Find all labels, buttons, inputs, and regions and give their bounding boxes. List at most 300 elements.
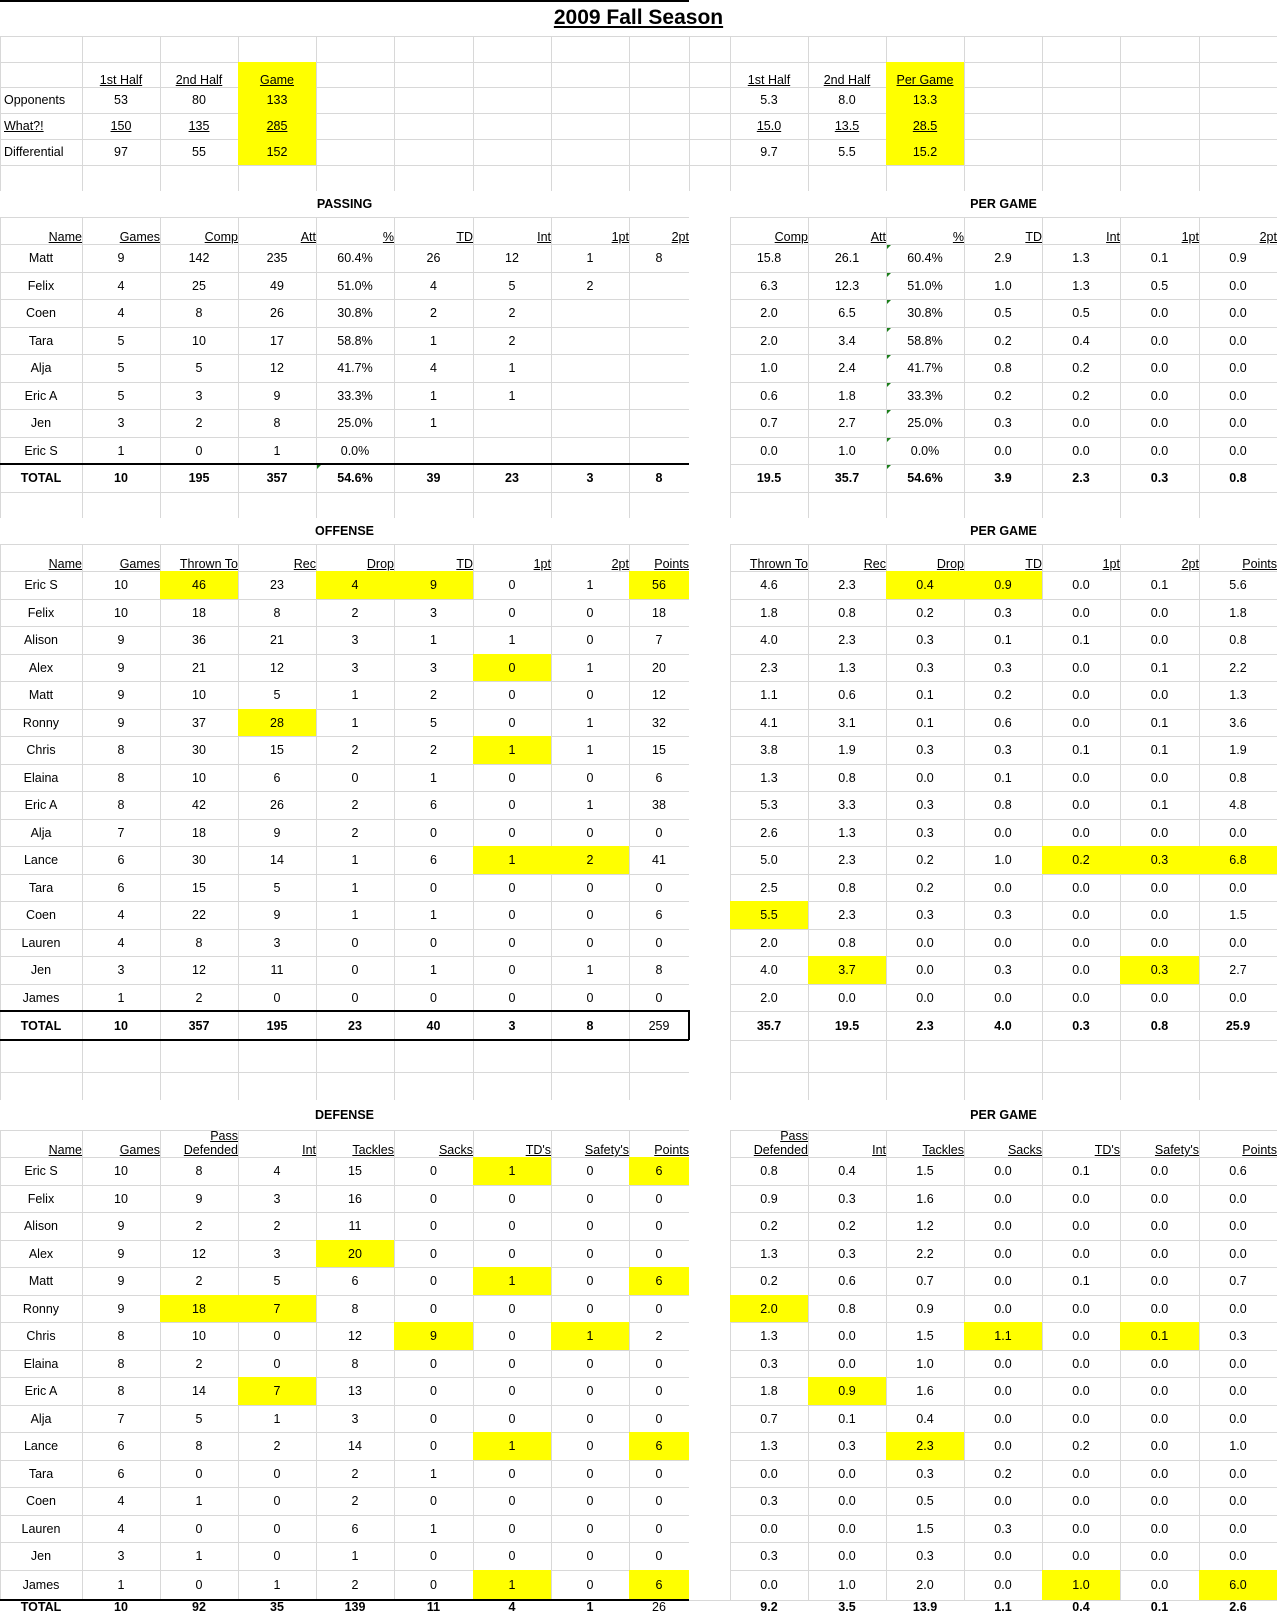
passing-pg-stat-cell: 0.0 bbox=[1150, 306, 1169, 320]
offense-pg-stat-cell: 0.1 bbox=[916, 715, 934, 730]
offense-stat-cell: 3 bbox=[117, 963, 125, 977]
defense-pg-stat-cell: 0.0 bbox=[1229, 1384, 1247, 1398]
defense-stat-cell: 0 bbox=[430, 1578, 437, 1592]
defense-pg-stat-cell: 0.2 bbox=[1072, 1439, 1090, 1453]
offense-pg-stat-cell: 2.5 bbox=[760, 880, 778, 895]
offense-pg-stat-cell: 0.0 bbox=[1072, 935, 1090, 950]
offense-pg-stat-cell: 0.3 bbox=[994, 660, 1012, 675]
defense-pg-stat-cell: 1.3 bbox=[760, 1329, 778, 1343]
offense-stat-cell: 6 bbox=[655, 908, 663, 922]
passing-pg-stat-cell: 0.5 bbox=[1150, 278, 1169, 293]
defense-stat-cell: 18 bbox=[192, 1301, 206, 1316]
defense-pg-stat-cell: 0.2 bbox=[760, 1274, 778, 1288]
offense-pg-column-header bbox=[886, 544, 964, 574]
defense-stat-cell: 0 bbox=[586, 1549, 594, 1563]
offense-header-text: Rec bbox=[293, 557, 316, 571]
passing-stat-cell bbox=[473, 437, 551, 464]
offense-pg-header-text: Thrown To bbox=[749, 557, 808, 571]
passing-pg-stat-cell: 30.8% bbox=[907, 306, 943, 320]
offense-stat-cell: 9 bbox=[117, 688, 125, 702]
offense-header-text: TD bbox=[456, 557, 473, 571]
offense-stat-cell: 7 bbox=[655, 633, 663, 647]
defense-stat-cell: 0 bbox=[655, 1191, 663, 1206]
summary-pg-value: 9.7 bbox=[760, 145, 778, 159]
defense-pg-stat-cell: 0.3 bbox=[1229, 1329, 1247, 1343]
defense-pg-stat-cell: 0.0 bbox=[1150, 1301, 1169, 1316]
defense-stat-cell: 3 bbox=[273, 1246, 281, 1261]
offense-stat-cell: 22 bbox=[192, 908, 206, 922]
defense-stat-cell: 0 bbox=[586, 1301, 594, 1316]
defense-player-name: Eric A bbox=[24, 1384, 58, 1398]
offense-stat-cell: 6 bbox=[430, 798, 437, 812]
offense-pg-header-text: Points bbox=[1242, 557, 1277, 571]
offense-pg-header-text: Rec bbox=[863, 557, 886, 571]
defense-pg-header-text: Int bbox=[872, 1143, 886, 1157]
passing-pg-stat-cell: 0.0 bbox=[1229, 278, 1247, 293]
offense-stat-cell: 1 bbox=[351, 880, 359, 895]
offense-pg-stat-cell: 0.6 bbox=[994, 715, 1012, 730]
offense-pg-stat-cell: 0.2 bbox=[916, 853, 934, 867]
defense-stat-cell: 0 bbox=[655, 1246, 663, 1261]
defense-pg-stat-cell: 0.0 bbox=[1229, 1219, 1247, 1233]
passing-stat-cell: 0.0% bbox=[340, 443, 370, 458]
defense-stat-cell: 3 bbox=[117, 1549, 125, 1563]
defense-stat-cell: 9 bbox=[117, 1246, 125, 1261]
offense-stat-cell: 9 bbox=[117, 715, 125, 730]
offense-pg-stat-cell: 0.0 bbox=[1229, 880, 1247, 895]
passing-stat-cell: 8 bbox=[273, 416, 281, 430]
offense-stat-cell: 9 bbox=[430, 578, 437, 592]
passing-total-cell: 10 bbox=[114, 471, 128, 485]
passing-pg-stat-cell: 0.0 bbox=[994, 443, 1012, 458]
passing-stat-cell: 2 bbox=[430, 306, 437, 320]
summary-value: 133 bbox=[266, 93, 288, 107]
offense-per-game-title: PER GAME bbox=[970, 524, 1037, 538]
offense-stat-cell: 15 bbox=[270, 743, 284, 757]
defense-pg-stat-cell: 0.0 bbox=[1229, 1356, 1247, 1371]
offense-stat-cell: 6 bbox=[655, 770, 663, 785]
passing-pg-total-cell: 19.5 bbox=[756, 471, 782, 485]
cell-indicator-icon bbox=[887, 383, 891, 387]
offense-stat-cell: 21 bbox=[192, 660, 206, 675]
offense-stat-cell: 9 bbox=[273, 908, 281, 922]
passing-player-name: Tara bbox=[28, 333, 54, 348]
offense-player-name: Alja bbox=[30, 825, 52, 840]
summary-pg-value: 13.5 bbox=[834, 119, 860, 133]
offense-header-text: Drop bbox=[366, 557, 394, 571]
offense-pg-stat-cell: 0.3 bbox=[916, 908, 934, 922]
defense-pg-stat-cell: 0.0 bbox=[994, 1384, 1012, 1398]
passing-stat-cell: 9 bbox=[117, 251, 125, 265]
defense-stat-cell: 0 bbox=[655, 1301, 663, 1316]
offense-pg-stat-cell: 0.0 bbox=[1072, 963, 1090, 977]
offense-pg-stat-cell: 1.3 bbox=[838, 660, 856, 675]
offense-pg-stat-cell: 4.6 bbox=[760, 578, 778, 592]
passing-pg-header-text: 1pt bbox=[1181, 230, 1199, 244]
passing-player-name: Felix bbox=[27, 278, 55, 293]
offense-pg-stat-cell: 0.3 bbox=[916, 825, 934, 840]
defense-pg-total-cell: 1.1 bbox=[994, 1600, 1012, 1614]
defense-pg-stat-cell: 0.7 bbox=[760, 1411, 778, 1426]
defense-pg-stat-cell: 0.3 bbox=[760, 1356, 778, 1371]
defense-stat-cell: 2 bbox=[273, 1439, 281, 1453]
defense-column-header bbox=[0, 1130, 82, 1160]
defense-pg-stat-cell: 0.0 bbox=[1072, 1411, 1090, 1426]
grid-row-line bbox=[0, 492, 1277, 493]
offense-pg-stat-cell: 0.8 bbox=[994, 798, 1012, 812]
offense-pg-stat-cell: 2.3 bbox=[838, 578, 856, 592]
defense-pg-stat-cell: 0.7 bbox=[916, 1274, 934, 1288]
offense-pg-header-text: Drop bbox=[936, 557, 964, 571]
offense-pg-stat-cell: 0.0 bbox=[994, 935, 1012, 950]
offense-total-box-right bbox=[688, 1010, 690, 1040]
offense-stat-cell: 15 bbox=[652, 743, 666, 757]
offense-stat-cell: 2 bbox=[351, 825, 359, 840]
defense-stat-cell: 8 bbox=[117, 1329, 125, 1343]
defense-stat-cell: 8 bbox=[117, 1356, 125, 1371]
passing-pg-stat-cell: 0.0 bbox=[1150, 388, 1169, 403]
offense-stat-cell: 0 bbox=[430, 935, 437, 950]
offense-column-header bbox=[551, 544, 629, 574]
offense-pg-stat-cell: 0.8 bbox=[1229, 633, 1247, 647]
offense-stat-cell: 0 bbox=[586, 880, 594, 895]
offense-pg-stat-cell: 5.5 bbox=[760, 908, 778, 922]
offense-pg-stat-cell: 0.3 bbox=[916, 660, 934, 675]
passing-stat-cell bbox=[629, 382, 689, 409]
passing-pg-stat-cell: 0.0 bbox=[760, 443, 778, 458]
offense-pg-stat-cell: 2.3 bbox=[838, 633, 856, 647]
defense-stat-cell: 0 bbox=[508, 1521, 516, 1536]
defense-pg-stat-cell: 0.0 bbox=[838, 1356, 856, 1371]
defense-stat-cell: 0 bbox=[508, 1384, 516, 1398]
defense-pg-stat-cell: 0.3 bbox=[838, 1191, 856, 1206]
defense-pg-stat-cell: 0.0 bbox=[1150, 1411, 1169, 1426]
defense-stat-cell: 2 bbox=[351, 1578, 359, 1592]
passing-pg-stat-cell: 0.0 bbox=[1150, 416, 1169, 430]
offense-pg-stat-cell: 1.8 bbox=[1229, 605, 1247, 620]
offense-header-text: Thrown To bbox=[179, 557, 238, 571]
defense-total-cell: 11 bbox=[426, 1600, 441, 1614]
offense-stat-cell: 1 bbox=[351, 688, 359, 702]
offense-pg-stat-cell: 0.0 bbox=[994, 825, 1012, 840]
offense-pg-stat-cell: 0.0 bbox=[1072, 715, 1090, 730]
defense-stat-cell: 0 bbox=[273, 1356, 281, 1371]
defense-pg-stat-cell: 1.8 bbox=[760, 1384, 778, 1398]
passing-total-label: TOTAL bbox=[20, 471, 62, 485]
offense-stat-cell: 12 bbox=[192, 963, 206, 977]
defense-stat-cell: 3 bbox=[351, 1411, 359, 1426]
offense-pg-stat-cell: 0.0 bbox=[994, 990, 1012, 1005]
defense-total-cell: 1 bbox=[586, 1600, 594, 1614]
offense-stat-cell: 8 bbox=[655, 963, 663, 977]
defense-pg-stat-cell: 0.0 bbox=[760, 1521, 778, 1536]
passing-pg-header-text: % bbox=[952, 230, 964, 244]
passing-stat-cell: 8 bbox=[195, 306, 203, 320]
passing-pg-stat-cell: 0.2 bbox=[1072, 361, 1090, 375]
passing-header-text: Int bbox=[537, 230, 551, 244]
offense-player-name: James bbox=[22, 990, 60, 1005]
passing-pg-stat-cell: 1.0 bbox=[760, 361, 778, 375]
offense-pg-column-header bbox=[808, 544, 886, 574]
passing-stat-cell: 60.4% bbox=[337, 251, 373, 265]
defense-pg-stat-cell: 0.4 bbox=[916, 1411, 934, 1426]
offense-stat-cell: 30 bbox=[192, 853, 206, 867]
defense-stat-cell: 6 bbox=[655, 1578, 663, 1592]
offense-section-title: OFFENSE bbox=[314, 524, 375, 538]
offense-stat-cell: 1 bbox=[586, 963, 594, 977]
offense-stat-cell: 3 bbox=[351, 633, 359, 647]
passing-header-text: Games bbox=[119, 230, 160, 244]
passing-total-cell: 39 bbox=[426, 471, 441, 485]
defense-pg-total-cell: 0.1 bbox=[1150, 1600, 1169, 1614]
defense-stat-cell: 0 bbox=[430, 1301, 437, 1316]
passing-header-text: % bbox=[382, 230, 394, 244]
passing-stat-cell: 5 bbox=[117, 388, 125, 403]
defense-player-name: Jen bbox=[30, 1549, 52, 1563]
passing-stat-cell: 1 bbox=[430, 333, 437, 348]
defense-pg-stat-cell: 1.5 bbox=[916, 1521, 934, 1536]
defense-pg-stat-cell: 0.0 bbox=[1150, 1356, 1169, 1371]
defense-pg-stat-cell: 1.0 bbox=[838, 1578, 856, 1592]
defense-pg-stat-cell: 0.0 bbox=[1229, 1246, 1247, 1261]
offense-pg-total-cell: 19.5 bbox=[834, 1018, 860, 1033]
defense-pg-total-cell: 9.2 bbox=[760, 1600, 778, 1614]
defense-stat-cell: 0 bbox=[655, 1384, 663, 1398]
defense-pg-stat-cell: 0.0 bbox=[1072, 1384, 1090, 1398]
defense-pg-stat-cell: 0.9 bbox=[838, 1384, 856, 1398]
offense-stat-cell: 11 bbox=[270, 963, 284, 977]
defense-stat-cell: 0 bbox=[508, 1219, 516, 1233]
offense-player-name: Alex bbox=[28, 660, 54, 675]
defense-pg-stat-cell: 0.0 bbox=[1150, 1521, 1169, 1536]
offense-header-text: 1pt bbox=[533, 557, 551, 571]
defense-header-text: Int bbox=[302, 1143, 316, 1157]
passing-stat-cell: 30.8% bbox=[337, 306, 373, 320]
defense-stat-cell: 8 bbox=[195, 1164, 203, 1178]
passing-stat-cell: 17 bbox=[270, 333, 284, 348]
offense-pg-total-cell: 0.3 bbox=[1072, 1018, 1090, 1033]
passing-pg-stat-cell: 0.0 bbox=[1150, 443, 1169, 458]
offense-pg-stat-cell: 0.1 bbox=[994, 633, 1012, 647]
offense-player-name: Ronny bbox=[22, 715, 60, 730]
offense-pg-stat-cell: 0.0 bbox=[1072, 688, 1090, 702]
passing-column-header bbox=[160, 217, 238, 247]
offense-stat-cell: 0 bbox=[508, 770, 516, 785]
offense-stat-cell: 0 bbox=[508, 660, 516, 675]
offense-stat-cell: 0 bbox=[586, 688, 594, 702]
passing-pg-stat-cell: 26.1 bbox=[834, 251, 860, 265]
summary-pg-value: 15.2 bbox=[912, 145, 938, 159]
passing-pg-stat-cell: 6.5 bbox=[838, 306, 856, 320]
offense-pg-stat-cell: 0.8 bbox=[838, 770, 856, 785]
offense-total-cell: 259 bbox=[648, 1018, 670, 1033]
offense-stat-cell: 38 bbox=[652, 798, 666, 812]
defense-total-cell: 10 bbox=[114, 1600, 128, 1614]
offense-stat-cell: 0 bbox=[430, 880, 437, 895]
defense-stat-cell: 0 bbox=[508, 1329, 516, 1343]
passing-pg-total-cell: 3.9 bbox=[994, 471, 1012, 485]
defense-pg-stat-cell: 0.3 bbox=[760, 1549, 778, 1563]
defense-pg-stat-cell: 0.3 bbox=[838, 1439, 856, 1453]
offense-pg-stat-cell: 2.7 bbox=[1229, 963, 1247, 977]
offense-pg-stat-cell: 0.2 bbox=[994, 688, 1012, 702]
summary-value: 135 bbox=[188, 119, 210, 133]
passing-stat-cell bbox=[629, 299, 689, 327]
offense-total-cell: 357 bbox=[188, 1018, 210, 1033]
summary-value: 53 bbox=[114, 93, 128, 107]
offense-stat-cell: 32 bbox=[652, 715, 666, 730]
summary-pg-value: 5.3 bbox=[760, 93, 778, 107]
summary-row-label: Differential bbox=[4, 145, 64, 159]
defense-stat-cell: 13 bbox=[348, 1384, 362, 1398]
defense-pg-total-cell: 0.4 bbox=[1072, 1600, 1090, 1614]
offense-pg-stat-cell: 0.0 bbox=[1072, 798, 1090, 812]
offense-pg-stat-cell: 0.8 bbox=[838, 605, 856, 620]
defense-stat-cell: 0 bbox=[655, 1219, 663, 1233]
defense-header-text: Name bbox=[48, 1143, 82, 1157]
passing-header-text: 2pt bbox=[671, 230, 689, 244]
page-title: 2009 Fall Season bbox=[553, 6, 724, 29]
passing-stat-cell bbox=[551, 354, 629, 382]
defense-pg-stat-cell: 0.0 bbox=[838, 1329, 856, 1343]
defense-stat-cell: 1 bbox=[273, 1578, 281, 1592]
defense-stat-cell: 4 bbox=[273, 1164, 281, 1178]
summary-pg-value: 8.0 bbox=[838, 93, 856, 107]
passing-pg-total-cell: 54.6% bbox=[907, 471, 943, 485]
passing-stat-cell bbox=[629, 327, 689, 354]
passing-pg-stat-cell: 0.2 bbox=[994, 388, 1012, 403]
passing-stat-cell: 51.0% bbox=[337, 278, 373, 293]
offense-player-name: Lance bbox=[23, 853, 59, 867]
passing-column-header bbox=[473, 217, 551, 247]
passing-pg-stat-cell: 1.8 bbox=[838, 388, 856, 403]
offense-stat-cell: 8 bbox=[117, 770, 125, 785]
passing-stat-cell bbox=[551, 437, 629, 464]
offense-pg-stat-cell: 0.3 bbox=[994, 743, 1012, 757]
defense-pg-stat-cell: 0.0 bbox=[838, 1466, 856, 1481]
defense-pg-stat-cell: 0.0 bbox=[994, 1411, 1012, 1426]
defense-stat-cell: 0 bbox=[586, 1356, 594, 1371]
defense-stat-cell: 0 bbox=[195, 1521, 203, 1536]
defense-pg-stat-cell: 2.0 bbox=[916, 1578, 934, 1592]
passing-pg-stat-cell: 0.0% bbox=[910, 443, 940, 458]
summary-value: 80 bbox=[192, 93, 206, 107]
defense-pg-stat-cell: 0.0 bbox=[994, 1549, 1012, 1563]
passing-pg-stat-cell: 0.5 bbox=[1072, 306, 1090, 320]
passing-total-cell: 195 bbox=[188, 471, 210, 485]
passing-stat-cell: 5 bbox=[117, 333, 125, 348]
defense-pg-stat-cell: 0.0 bbox=[1072, 1356, 1090, 1371]
passing-pg-column-header bbox=[964, 217, 1042, 247]
offense-stat-cell: 3 bbox=[430, 605, 437, 620]
offense-pg-stat-cell: 0.0 bbox=[1229, 990, 1247, 1005]
offense-stat-cell: 15 bbox=[192, 880, 206, 895]
passing-stat-cell: 8 bbox=[655, 251, 663, 265]
defense-stat-cell: 0 bbox=[586, 1164, 594, 1178]
defense-header-text: Games bbox=[119, 1143, 160, 1157]
passing-stat-cell: 0 bbox=[195, 443, 203, 458]
passing-stat-cell bbox=[394, 437, 473, 464]
offense-pg-column-header bbox=[1120, 544, 1199, 574]
defense-pg-stat-cell: 0.0 bbox=[1229, 1301, 1247, 1316]
defense-stat-cell: 11 bbox=[348, 1219, 362, 1233]
defense-pg-stat-cell: 0.0 bbox=[838, 1494, 856, 1508]
offense-pg-stat-cell: 0.1 bbox=[1150, 660, 1169, 675]
gap-column-bg bbox=[689, 191, 730, 1600]
offense-pg-stat-cell: 0.0 bbox=[994, 880, 1012, 895]
passing-stat-cell: 1 bbox=[273, 443, 281, 458]
passing-stat-cell bbox=[629, 437, 689, 464]
defense-pg-stat-cell: 0.0 bbox=[1072, 1466, 1090, 1481]
offense-total-label: TOTAL bbox=[20, 1018, 62, 1033]
offense-pg-stat-cell: 5.3 bbox=[760, 798, 778, 812]
offense-pg-stat-cell: 0.4 bbox=[916, 578, 934, 592]
defense-pg-stat-cell: 0.0 bbox=[1229, 1191, 1247, 1206]
offense-pg-stat-cell: 0.0 bbox=[1150, 633, 1169, 647]
defense-stat-cell: 7 bbox=[273, 1384, 281, 1398]
offense-stat-cell: 5 bbox=[273, 688, 281, 702]
offense-stat-cell: 0 bbox=[508, 825, 516, 840]
defense-pg-total-cell: 2.6 bbox=[1229, 1600, 1247, 1614]
offense-stat-cell: 4 bbox=[351, 578, 359, 592]
defense-stat-cell: 9 bbox=[430, 1329, 437, 1343]
offense-stat-cell: 0 bbox=[586, 633, 594, 647]
offense-pg-stat-cell: 1.1 bbox=[760, 688, 778, 702]
offense-player-name: Jen bbox=[30, 963, 52, 977]
passing-pg-header-text: 2pt bbox=[1259, 230, 1277, 244]
offense-pg-stat-cell: 0.8 bbox=[838, 880, 856, 895]
defense-total-label: TOTAL bbox=[20, 1600, 62, 1614]
offense-stat-cell: 0 bbox=[430, 825, 437, 840]
defense-stat-cell: 0 bbox=[655, 1494, 663, 1508]
defense-stat-cell: 6 bbox=[117, 1466, 125, 1481]
summary-pg-header: Per Game bbox=[896, 73, 954, 87]
passing-pg-stat-cell: 58.8% bbox=[907, 333, 943, 348]
defense-pg-stat-cell: 0.0 bbox=[994, 1191, 1012, 1206]
offense-stat-cell: 2 bbox=[351, 743, 359, 757]
offense-player-name: Tara bbox=[28, 880, 54, 895]
defense-pg-stat-cell: 0.5 bbox=[916, 1494, 934, 1508]
defense-stat-cell: 1 bbox=[508, 1274, 516, 1288]
passing-pg-stat-cell: 41.7% bbox=[907, 361, 943, 375]
defense-pg-stat-cell: 1.1 bbox=[994, 1329, 1012, 1343]
defense-pg-stat-cell: 0.0 bbox=[1150, 1578, 1169, 1592]
defense-stat-cell: 1 bbox=[508, 1439, 516, 1453]
passing-total-border bbox=[0, 463, 689, 465]
offense-stat-cell: 0 bbox=[586, 605, 594, 620]
defense-stat-cell: 2 bbox=[273, 1219, 281, 1233]
offense-stat-cell: 56 bbox=[652, 578, 666, 592]
offense-pg-stat-cell: 0.0 bbox=[916, 963, 934, 977]
defense-column-header bbox=[316, 1130, 394, 1160]
defense-pg-column-header bbox=[1120, 1130, 1199, 1160]
offense-pg-stat-cell: 0.3 bbox=[916, 743, 934, 757]
defense-stat-cell: 1 bbox=[508, 1164, 516, 1178]
offense-stat-cell: 0 bbox=[508, 798, 516, 812]
passing-pg-stat-cell: 1.3 bbox=[1072, 251, 1090, 265]
offense-stat-cell: 9 bbox=[117, 660, 125, 675]
defense-stat-cell: 0 bbox=[508, 1191, 516, 1206]
offense-stat-cell: 10 bbox=[192, 688, 206, 702]
passing-player-name: Matt bbox=[28, 251, 54, 265]
defense-pg-stat-cell: 0.0 bbox=[994, 1246, 1012, 1261]
offense-stat-cell: 10 bbox=[192, 770, 206, 785]
offense-stat-cell: 9 bbox=[273, 825, 281, 840]
defense-pg-column-header bbox=[964, 1130, 1042, 1160]
offense-stat-cell: 41 bbox=[652, 853, 666, 867]
offense-column-header bbox=[82, 544, 160, 574]
defense-stat-cell: 2 bbox=[655, 1329, 663, 1343]
